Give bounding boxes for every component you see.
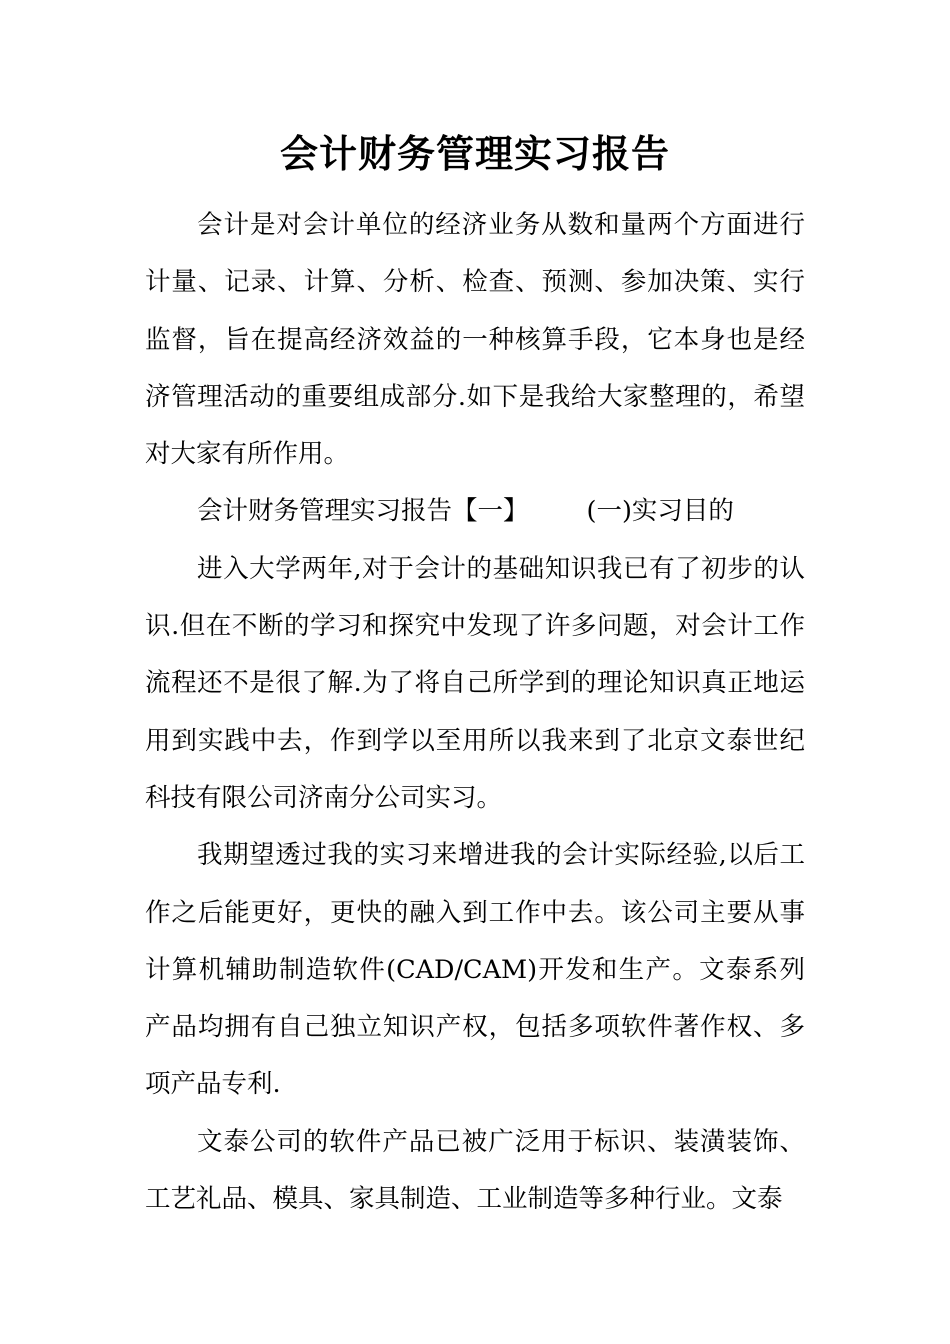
subsection-label: (一)实习目的 <box>586 496 734 527</box>
section-heading <box>145 483 805 540</box>
body-paragraph: 我期望透过我的实习来增进我的会计实际经验,以后工作之后能更好，更快的融入到工作中去。该公司主要从事计算机辅助制造软件(CAD/CAM)开发和生产。文泰系列产品均拥有自己独立知识产权，包括多项软件著作权、多项产品专利. <box>145 840 805 1100</box>
report-section-label: 会计财务管理实习报告【一】 <box>197 496 529 527</box>
document-body <box>145 197 805 1228</box>
body-paragraph: 进入大学两年,对于会计的基础知识我已有了初步的认识.但在不断的学习和探究中发现了许多问题，对会计工作流程还不是很了解.为了将自己所学到的理论知识真正地运用到实践中去，作到学以至用所以我来到了北京文泰世纪科技有限公司济南分公司实习。 <box>145 553 805 813</box>
body-paragraph: 文泰公司的软件产品已被广泛用于标识、装潢装饰、工艺礼品、模具、家具制造、工业制造等多种行业。文泰 <box>145 1126 805 1215</box>
intro-paragraph: 会计是对会计单位的经济业务从数和量两个方面进行计量、记录、计算、分析、检查、预测、参加决策、实行监督，旨在提高经济效益的一种核算手段，它本身也是经济管理活动的重要组成部分.如下是我给大家整理的，希望对大家有所作用。 <box>145 210 805 470</box>
document-title: 会计财务管理实习报告 <box>279 131 670 176</box>
